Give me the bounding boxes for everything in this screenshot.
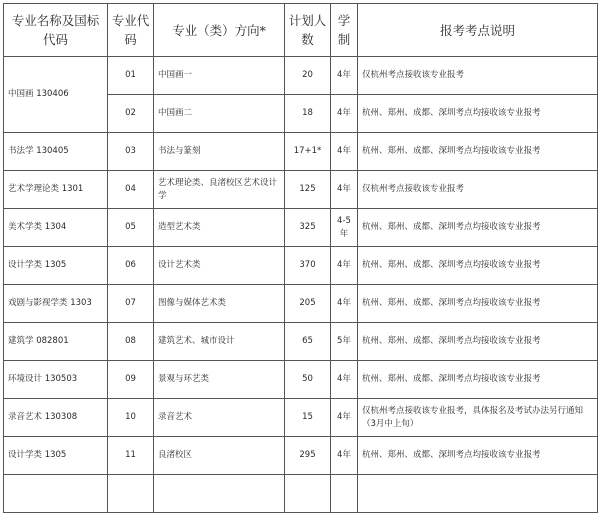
- table-row: [4, 247, 598, 285]
- major-code: [108, 475, 154, 513]
- duration: 4年: [331, 171, 358, 209]
- major-direction: 设计艺术类: [154, 247, 285, 285]
- exam-note: 杭州、郑州、成都、深圳考点均接收该专业报考: [358, 247, 598, 285]
- table-row: [4, 399, 598, 437]
- table-row: [4, 285, 598, 323]
- duration: 4-5年: [331, 209, 358, 247]
- table-row: [4, 133, 598, 171]
- plan-count: 18: [285, 95, 331, 133]
- major-code: 03: [108, 133, 154, 171]
- major-direction: 造型艺术类: [154, 209, 285, 247]
- duration: 4年: [331, 57, 358, 95]
- plan-count: 17+1*: [285, 133, 331, 171]
- table-row: [4, 57, 598, 95]
- table-body: [4, 57, 598, 513]
- exam-note: 杭州、郑州、成都、深圳考点均接收该专业报考: [358, 323, 598, 361]
- major-code: 08: [108, 323, 154, 361]
- major-code: 05: [108, 209, 154, 247]
- major-direction: 艺术理论类、良渚校区艺术设计学: [154, 171, 285, 209]
- duration: [331, 475, 358, 513]
- major-name: 建筑学 082801: [4, 323, 108, 361]
- exam-note: 杭州、郑州、成都、深圳考点均接收该专业报考: [358, 209, 598, 247]
- duration: 4年: [331, 285, 358, 323]
- major-code: 09: [108, 361, 154, 399]
- duration: 5年: [331, 323, 358, 361]
- major-code: 11: [108, 437, 154, 475]
- duration: 4年: [331, 95, 358, 133]
- major-code: 10: [108, 399, 154, 437]
- table-row: [4, 171, 598, 209]
- plan-count: [285, 475, 331, 513]
- table-row: [4, 323, 598, 361]
- duration: 4年: [331, 133, 358, 171]
- major-name: 录音艺术 130308: [4, 399, 108, 437]
- table-row: [4, 437, 598, 475]
- major-name: 书法学 130405: [4, 133, 108, 171]
- major-direction: [154, 475, 285, 513]
- plan-count: 325: [285, 209, 331, 247]
- plan-count: 50: [285, 361, 331, 399]
- exam-note: 仅杭州考点接收该专业报考: [358, 57, 598, 95]
- major-name: 艺术学理论类 1301: [4, 171, 108, 209]
- major-direction: 建筑艺术、城市设计: [154, 323, 285, 361]
- plan-count: 125: [285, 171, 331, 209]
- major-direction: 中国画二: [154, 95, 285, 133]
- major-name: 设计学类 1305: [4, 247, 108, 285]
- exam-note: 仅杭州考点接收该专业报考: [358, 171, 598, 209]
- exam-note: 杭州、郑州、成都、深圳考点均接收该专业报考: [358, 361, 598, 399]
- major-name: 戏剧与影视学类 1303: [4, 285, 108, 323]
- plan-count: 205: [285, 285, 331, 323]
- duration: 4年: [331, 399, 358, 437]
- header-duration: 学制: [331, 4, 358, 57]
- major-direction: 图像与媒体艺术类: [154, 285, 285, 323]
- major-name: 设计学类 1305: [4, 437, 108, 475]
- major-name: 美术学类 1304: [4, 209, 108, 247]
- header-major: 专业名称及国标代码: [4, 4, 108, 57]
- major-name: [4, 475, 108, 513]
- major-code: 01: [108, 57, 154, 95]
- major-code: 02: [108, 95, 154, 133]
- exam-note: [358, 475, 598, 513]
- exam-note: 杭州、郑州、成都、深圳考点均接收该专业报考: [358, 285, 598, 323]
- exam-note: 杭州、郑州、成都、深圳考点均接收该专业报考: [358, 95, 598, 133]
- plan-count: 370: [285, 247, 331, 285]
- header-direction: 专业（类）方向*: [154, 4, 285, 57]
- header-plan: 计划人数: [285, 4, 331, 57]
- table-row: [4, 209, 598, 247]
- table-row: [4, 475, 598, 513]
- table-row: [4, 361, 598, 399]
- major-direction: 录音艺术: [154, 399, 285, 437]
- plan-count: 295: [285, 437, 331, 475]
- major-direction: 书法与篆刻: [154, 133, 285, 171]
- exam-note: 杭州、郑州、成都、深圳考点均接收该专业报考: [358, 437, 598, 475]
- major-direction: 景观与环艺类: [154, 361, 285, 399]
- plan-count: 15: [285, 399, 331, 437]
- duration: 4年: [331, 437, 358, 475]
- major-name: 环境设计 130503: [4, 361, 108, 399]
- duration: 4年: [331, 361, 358, 399]
- major-code: 07: [108, 285, 154, 323]
- header-row: [4, 4, 598, 57]
- header-note: 报考考点说明: [358, 4, 598, 57]
- major-direction: 良渚校区: [154, 437, 285, 475]
- admissions-table: [3, 3, 598, 513]
- major-direction: 中国画一: [154, 57, 285, 95]
- plan-count: 65: [285, 323, 331, 361]
- major-name: 中国画 130406: [4, 57, 108, 133]
- major-code: 06: [108, 247, 154, 285]
- exam-note: 杭州、郑州、成都、深圳考点均接收该专业报考: [358, 133, 598, 171]
- header-code: 专业代码: [108, 4, 154, 57]
- major-code: 04: [108, 171, 154, 209]
- duration: 4年: [331, 247, 358, 285]
- plan-count: 20: [285, 57, 331, 95]
- exam-note: 仅杭州考点接收该专业报考，具体报名及考试办法另行通知（3月中上旬）: [358, 399, 598, 437]
